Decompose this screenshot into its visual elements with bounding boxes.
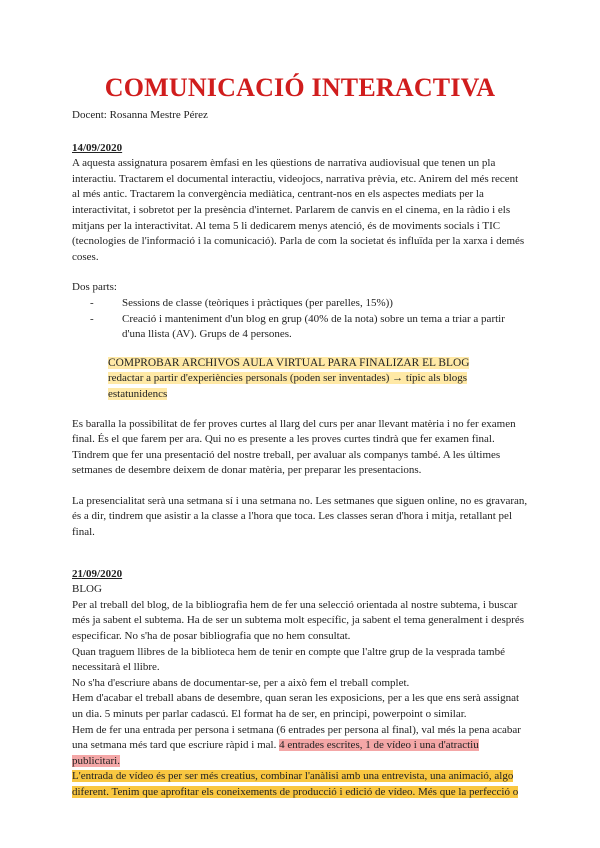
evaluation-paragraph: Es baralla la possibilitat de fer proves curtes al llarg del curs per anar llevant matèria i no fer examen final. És el que farem per ara. Qui no es presente a les proves curtes tindrà que fer examen final. Tindrem que fer una presentació del nostre treball, per avaluar als companys també. A les últimes setmanes de desembre deixem de donar matèria, per preparar les presentacions. — [72, 417, 516, 477]
highlight-pink: 4 entrades escrites, 1 de vídeo i una d'atractiu publicitari. — [72, 739, 479, 767]
page-title: COMUNICACIÓ INTERACTIVA — [104, 73, 496, 102]
section-heading: BLOG — [72, 583, 102, 596]
note-text: redactar a partir d'experiències personals (poden ser inventades) → típic als blogs estatunidencs — [108, 372, 468, 400]
highlight-orange: L'entrada de vídeo és per ser més creatius, combinar l'anàlisi amb una entrevista, una animació, algo diferent. Tenim que aprofitar els coneixements de producció i edició de vídeo. Més que la perfecció o — [72, 770, 519, 798]
blog-line: Per al treball del blog, de la bibliografia hem de fer una selecció orientada al nostre subtema, i buscar més ja sabent el subtema. Ha de ser un subtema molt específic, ja sabent el tema generalment i després especificar. No s'ha de posar bibliografia que no hem consultat. — [72, 598, 525, 643]
list-item: - Creació i manteniment d'un blog en grup (40% de la nota) sobre un tema a triar a partir d'una llista (AV). Grups de 4 persones. — [90, 312, 505, 341]
bullet-marker: - — [90, 296, 94, 309]
docent-line: Docent: Rosanna Mestre Pérez — [72, 109, 208, 121]
blog-line: Hem d'acabar el treball abans de desembre, quan seran les exposicions, per a les que ens serà assignat un dia. 5 minuts per parlar cadascú. El format ha de ser, en principi, powerpoint o similar. — [72, 692, 520, 720]
blog-line — [72, 769, 528, 800]
parts-label: Dos parts: — [72, 281, 117, 294]
intro-paragraph: A aquesta assignatura posarem èmfasi en les qüestions de narrativa audiovisual que tenen un pla interactiu. Tractarem el documental interactiu, videojocs, narrativa prèvia, etc. Anirem del més recent al més antic. Tractarem la convergència mediàtica, centrant-nos en els aspectes mediats per la interactivitat, i sobretot per la presència d'internet. Parlarem de canvis en el cinema, en la ràdio i els mitjans per la interactivitat. Al tema 5 li dedicarem menys atenció, és de moviments socials i TIC (tecnologies de l'informació i la comunicació). Parla de com la societat és influïda per la xarxa i demés coses. — [72, 157, 525, 263]
list-item: - Sessions de classe (teòriques i pràctiques (per parelles, 15%)) — [120, 296, 528, 312]
blog-line: Hem de fer una entrada per persona i setmana (6 entrades per persona al final), val més la pena acabar una setmana més tard que escriure ràpid i mal. 4 entrades escrites, 1 de vídeo i una d'atractiu publicitari. — [72, 723, 521, 767]
blog-line: Quan traguem llibres de la biblioteca hem de tenir en compte que l'altre grup de la vesprada també necessitarà el llibre. — [72, 645, 505, 674]
entry-date: 21/09/2020 — [72, 567, 123, 580]
highlighted-note — [72, 356, 528, 403]
note-heading: COMPROBAR ARCHIVOS AULA VIRTUAL PARA FINALIZAR EL BLOG — [108, 356, 470, 369]
bullet-marker: - — [90, 312, 94, 325]
parts-list — [72, 296, 528, 343]
blog-line: No s'ha d'escriure abans de documentar-se, per a això fem el treball complet. — [72, 676, 410, 689]
entry-date: 14/09/2020 — [72, 141, 123, 154]
attendance-paragraph: La presencialitat serà una setmana sí i una setmana no. Les setmanes que siguen online, no es gravaran, és a dir, tindrem que asistir a la classe a l'hora que toca. Les classes seran d'hora i mitja, retallant pel final. — [72, 494, 528, 539]
